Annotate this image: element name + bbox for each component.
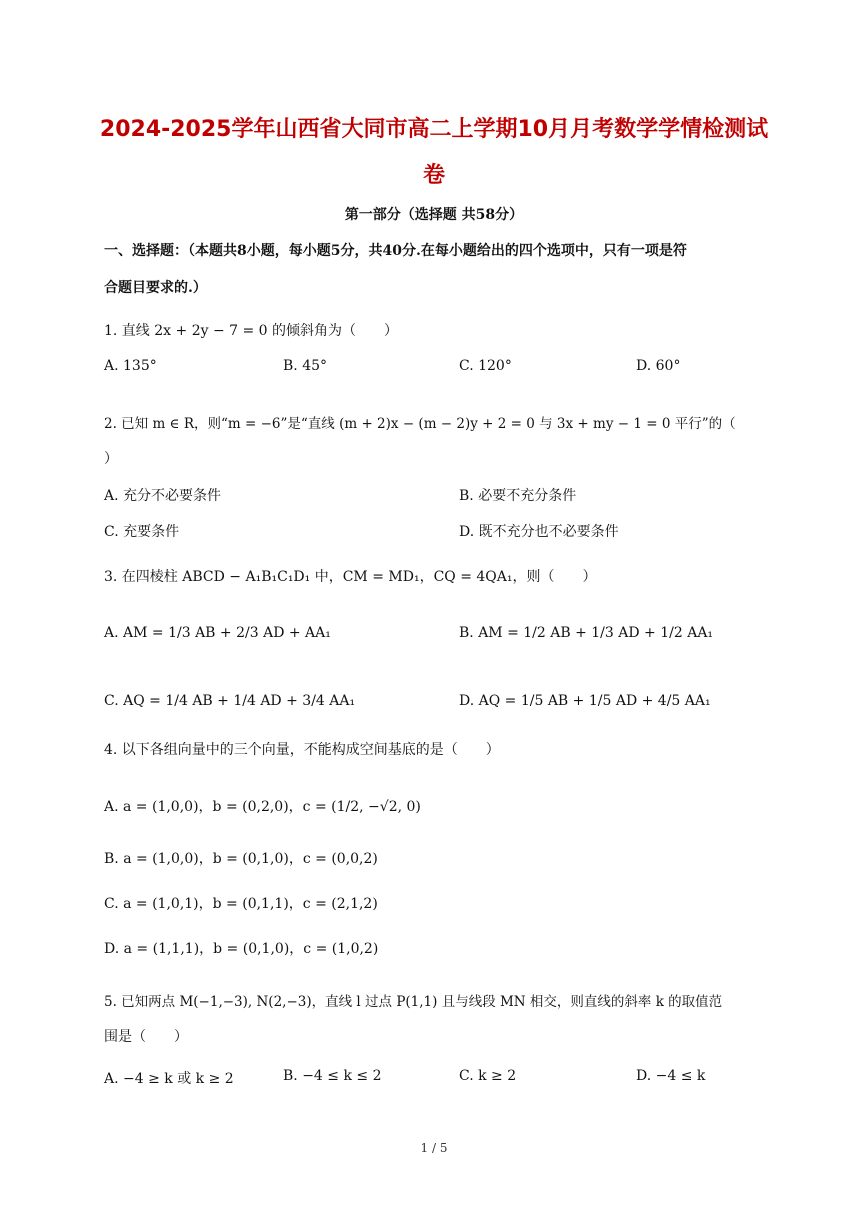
q3-option-a: A. AM = 1/3 AB + 2/3 AD + AA₁ — [104, 625, 331, 641]
q1-option-b: B. 45° — [283, 358, 328, 374]
q4-option-c: C. a = (1,0,1)，b = (0,1,1)，c = (2,1,2) — [104, 896, 378, 912]
q4-option-b: B. a = (1,0,0)，b = (0,1,0)，c = (0,0,2) — [104, 851, 378, 867]
q3-stem: 3. 在四棱柱 ABCD − A₁B₁C₁D₁ 中，CM = MD₁，CQ = 4QA₁，则（ ） — [104, 569, 597, 585]
q2-stem-line2: ） — [104, 451, 118, 467]
q2-option-b: B. 必要不充分条件 — [459, 488, 577, 504]
instructions-line2: 合题目要求的.） — [104, 280, 207, 296]
page-number: 1 / 5 — [420, 1141, 448, 1155]
q1-option-d: D. 60° — [636, 358, 681, 374]
q2-stem-line1: 2. 已知 m ∈ R，则“m = −6”是“直线 (m + 2)x − (m − 2)y + 2 = 0 与 3x + my − 1 = 0 平行”的（ — [104, 416, 736, 432]
q5-option-a: A. −4 ≥ k 或 k ≥ 2 — [104, 1071, 234, 1087]
q1-option-c: C. 120° — [459, 358, 512, 374]
q5-stem-line2: 围是（ ） — [104, 1029, 188, 1045]
q4-option-a: A. a = (1,0,0)，b = (0,2,0)，c = (1/2, −√2, 0) — [104, 799, 421, 815]
q5-option-c: C. k ≥ 2 — [459, 1068, 517, 1084]
q5-option-d: D. −4 ≤ k — [636, 1068, 706, 1084]
document-title-line2: 卷 — [422, 163, 445, 188]
part1-header: 第一部分（选择题 共58分） — [344, 207, 524, 223]
q5-stem-line1: 5. 已知两点 M(−1,−3), N(2,−3)，直线 l 过点 P(1,1) 且与线段 MN 相交，则直线的斜率 k 的取值范 — [104, 994, 723, 1010]
q4-stem: 4. 以下各组向量中的三个向量，不能构成空间基底的是（ ） — [104, 742, 500, 758]
q1-option-a: A. 135° — [104, 358, 157, 374]
q2-option-d: D. 既不充分也不必要条件 — [459, 524, 619, 540]
instructions-line1: 一、选择题：（本题共8小题，每小题5分，共40分.在每小题给出的四个选项中，只有一项是符 — [104, 243, 687, 259]
q2-option-a: A. 充分不必要条件 — [104, 488, 222, 504]
q2-option-c: C. 充要条件 — [104, 524, 180, 540]
q3-option-d: D. AQ = 1/5 AB + 1/5 AD + 4/5 AA₁ — [459, 693, 711, 709]
q3-option-b: B. AM = 1/2 AB + 1/3 AD + 1/2 AA₁ — [459, 625, 714, 641]
q4-option-d: D. a = (1,1,1)，b = (0,1,0)，c = (1,0,2) — [104, 941, 379, 957]
document-title-line1: 2024-2025学年山西省大同市高二上学期10月月考数学学情检测试 — [99, 117, 769, 142]
q3-option-c: C. AQ = 1/4 AB + 1/4 AD + 3/4 AA₁ — [104, 693, 356, 709]
q5-option-b: B. −4 ≤ k ≤ 2 — [283, 1068, 382, 1084]
q1-stem: 1. 直线 2x + 2y − 7 = 0 的倾斜角为（ ） — [104, 323, 399, 339]
